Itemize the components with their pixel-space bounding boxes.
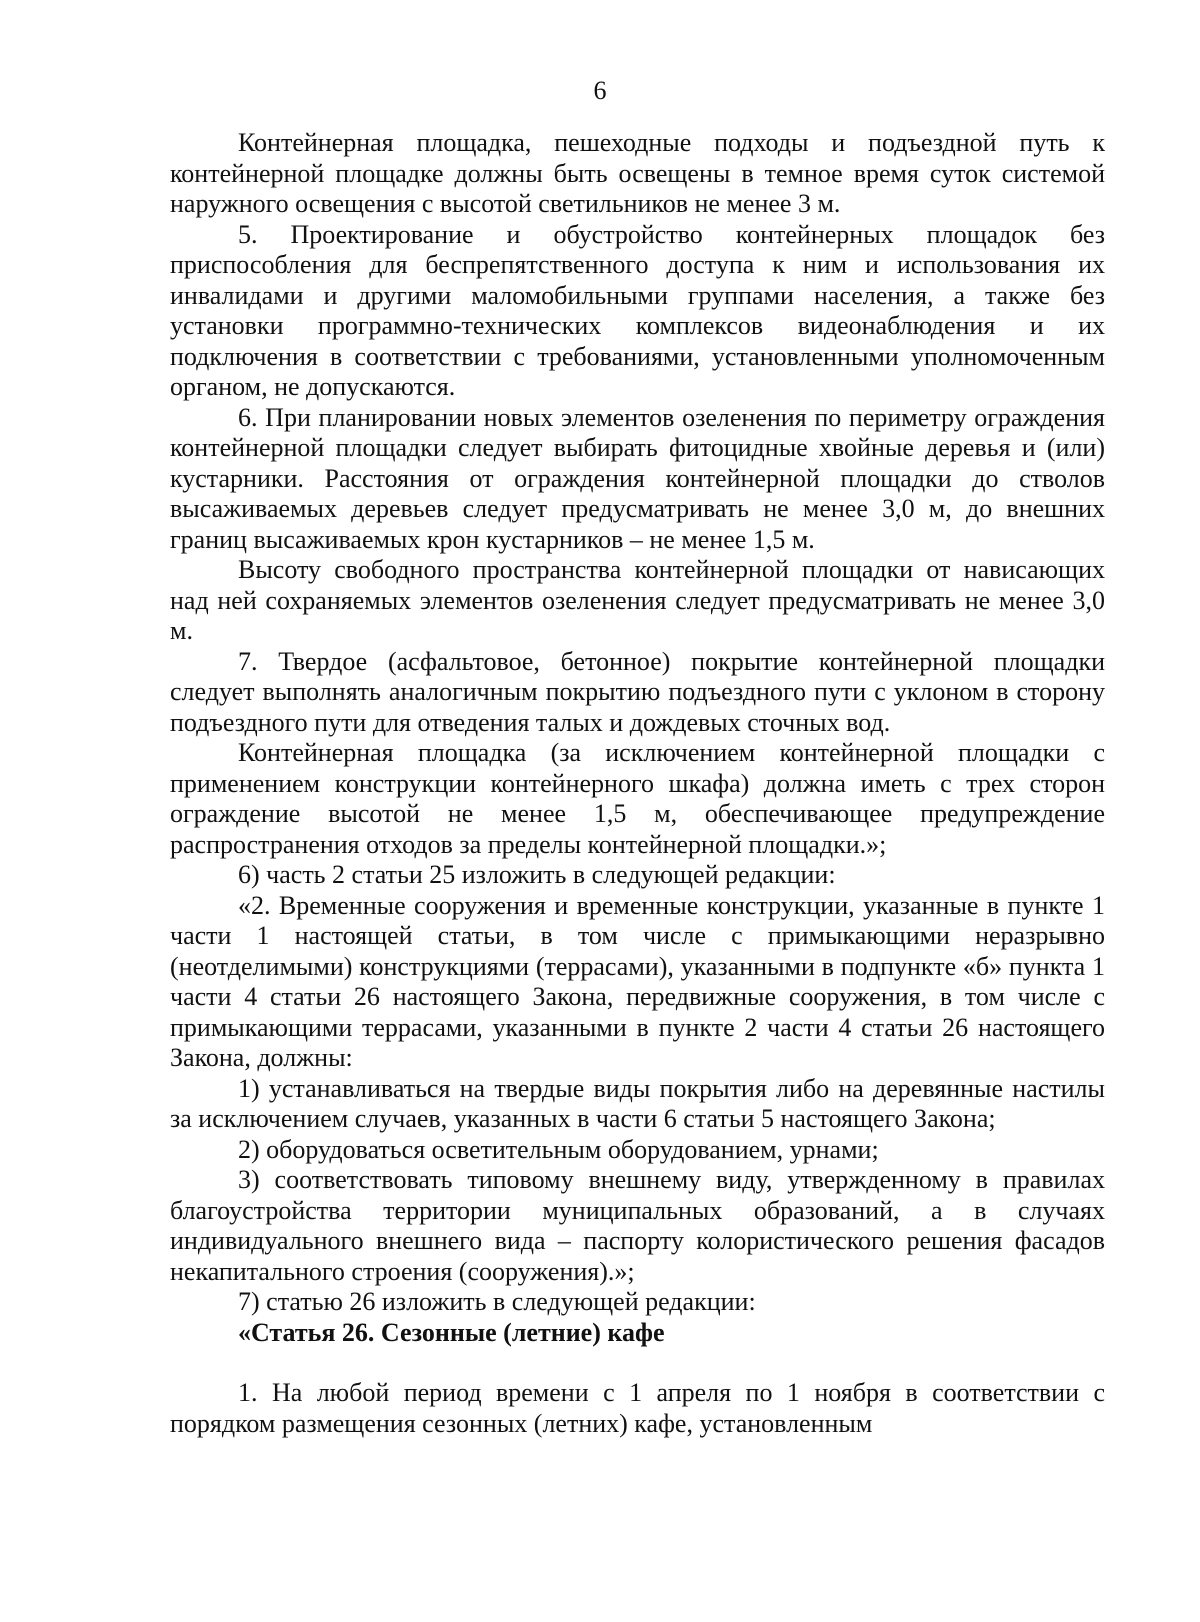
paragraph-amendment-7: 7) статью 26 изложить в следующей редакции:	[238, 1287, 756, 1316]
list-item-2: 2) оборудоваться осветительным оборудованием, урнами;	[238, 1134, 879, 1164]
paragraph-fencing: Контейнерная площадка (за исключением контейнерной площадки с применением конструкции контейнерного шкафа) должна иметь с трех сторон ограждение высотой не менее 1,5 м, обеспечивающее предупреждение распространения отходов за пределы контейнерной площадки.»;	[170, 738, 1105, 859]
paragraph-item-7: 7. Твердое (асфальтовое, бетонное) покрытие контейнерной площадки следует выполнять аналогичным покрытию подъездного пути с уклоном в сторону подъездного пути для отведения талых и дождевых сточных вод.	[170, 646, 1105, 737]
paragraph-part-2: «2. Временные сооружения и временные конструкции, указанные в пункте 1 части 1 настоящей статьи, в том числе с примыкающими неразрывно (неотделимыми) конструкциями (террасами), указанными в подпункте «б» пункта 1 части 4 статьи 26 настоящего Закона, передвижные сооружения, в том числе с примыкающими террасами, указанными в пункте 2 части 4 статьи 26 настоящего Закона, должны:	[170, 890, 1105, 1072]
document-body	[170, 128, 1105, 1439]
list-item-1: 1) устанавливаться на твердые виды покрытия либо на деревянные настилы за исключением случаев, указанных в части 6 статьи 5 настоящего Закона;	[170, 1073, 1105, 1133]
paragraph-article-26-item-1: 1. На любой период времени с 1 апреля по 1 ноября в соответствии с порядком размещения сезонных (летних) кафе, установленным	[170, 1378, 1105, 1438]
paragraph-item-6: 6. При планировании новых элементов озеленения по периметру ограждения контейнерной площадки следует выбирать фитоцидные хвойные деревья и (или) кустарники. Расстояния от ограждения контейнерной площадки до стволов высаживаемых деревьев следует предусматривать не менее 3,0 м, до внешних границ высаживаемых крон кустарников – не менее 1,5 м.	[170, 402, 1105, 554]
paragraph-amendment-6: 6) часть 2 статьи 25 изложить в следующей редакции:	[238, 860, 836, 889]
article-heading: «Статья 26. Сезонные (летние) кафе	[238, 1317, 665, 1347]
list-item-3: 3) соответствовать типовому внешнему виду, утвержденному в правилах благоустройства территории муниципальных образований, а в случаях индивидуального внешнего вида – паспорту колористического решения фасадов некапитального строения (сооружения).»;	[170, 1165, 1105, 1286]
page-number: 6	[593, 76, 607, 105]
paragraph-lighting: Контейнерная площадка, пешеходные подходы и подъездной путь к контейнерной площадке должны быть освещены в темное время суток системой наружного освещения с высотой светильников не менее 3 м.	[170, 128, 1105, 218]
paragraph-free-space-height: Высоту свободного пространства контейнерной площадки от нависающих над ней сохраняемых элементов озеленения следует предусматривать не менее 3,0 м.	[170, 555, 1105, 645]
paragraph-item-5: 5. Проектирование и обустройство контейнерных площадок без приспособления для беспрепятственного доступа к ним и использования их инвалидами и другими маломобильными группами населения, а также без установки программно-технических комплексов видеонаблюдения и их подключения в соответствии с требованиями, установленными уполномоченным органом, не допускаются.	[170, 219, 1105, 401]
